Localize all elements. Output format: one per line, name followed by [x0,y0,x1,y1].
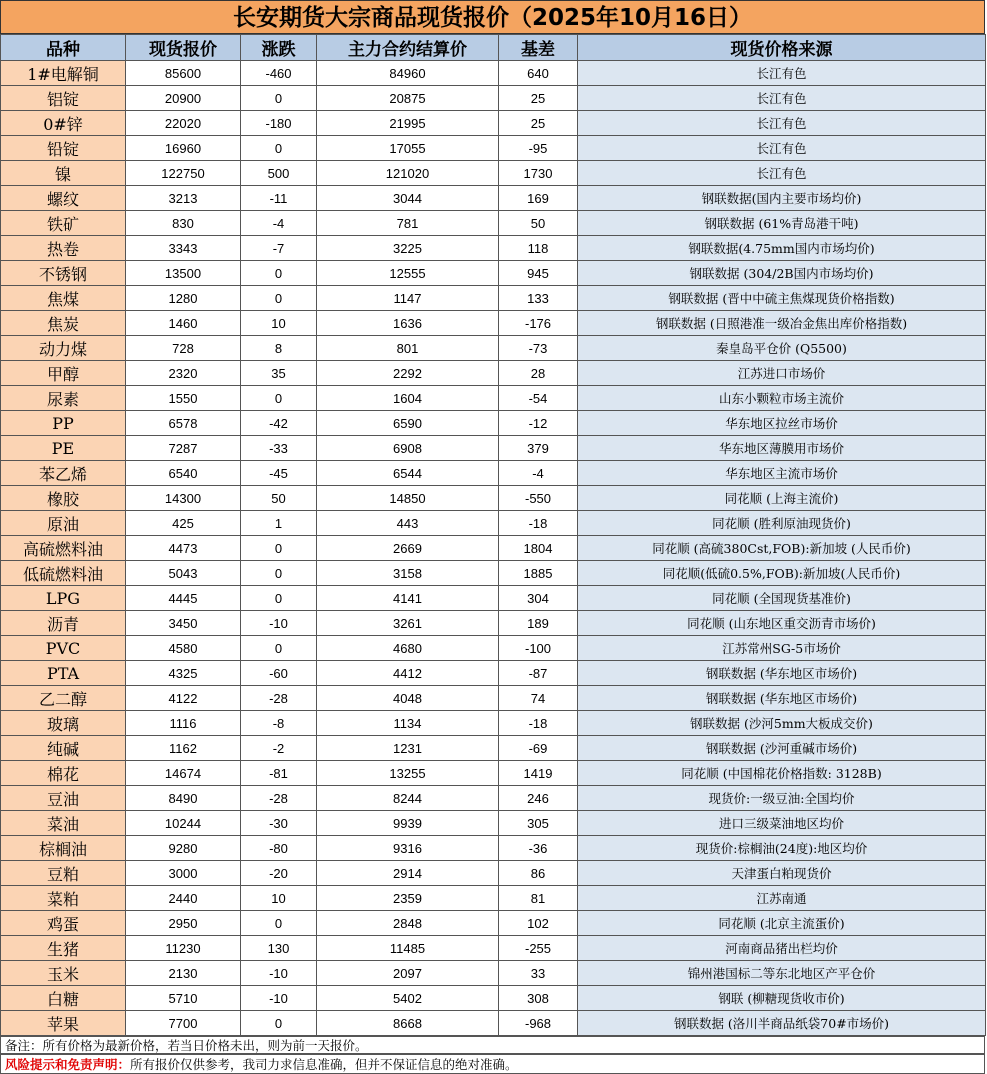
change-cell: 0 [241,636,317,661]
settle-price-cell: 781 [317,211,499,236]
change-cell: -460 [241,61,317,86]
change-cell: -20 [241,861,317,886]
source-cell: 锦州港国标二等东北地区产平仓价 [578,961,986,986]
source-cell: 同花顺 (北京主流蛋价) [578,911,986,936]
basis-cell: -968 [499,1011,578,1036]
product-name-cell: 镍 [1,161,126,186]
product-name-cell: 铅锭 [1,136,126,161]
basis-cell: 102 [499,911,578,936]
settle-price-cell: 3261 [317,611,499,636]
change-cell: 0 [241,136,317,161]
spot-price-cell: 4580 [126,636,241,661]
basis-cell: -73 [499,336,578,361]
header-spot-price: 现货报价 [126,35,241,61]
spot-price-cell: 13500 [126,261,241,286]
spot-price-cell: 85600 [126,61,241,86]
basis-cell: 86 [499,861,578,886]
disclaimer-text: 所有报价仅供参考，我司力求信息准确，但并不保证信息的绝对准确。 [130,1057,518,1072]
product-name-cell: 豆油 [1,786,126,811]
change-cell: -28 [241,786,317,811]
table-row [1,386,986,411]
spot-price-cell: 7700 [126,1011,241,1036]
table-row [1,986,986,1011]
product-name-cell: 1#电解铜 [1,61,126,86]
basis-cell: 28 [499,361,578,386]
source-cell: 江苏进口市场价 [578,361,986,386]
product-name-cell: 橡胶 [1,486,126,511]
source-cell: 同花顺 (中国棉花价格指数: 3128B) [578,761,986,786]
change-cell: 0 [241,911,317,936]
change-cell: -7 [241,236,317,261]
table-row [1,86,986,111]
product-name-cell: 焦炭 [1,311,126,336]
basis-cell: 1730 [499,161,578,186]
product-name-cell: 铝锭 [1,86,126,111]
change-cell: -81 [241,761,317,786]
basis-cell: -18 [499,711,578,736]
basis-cell: -36 [499,836,578,861]
spot-price-cell: 14300 [126,486,241,511]
settle-price-cell: 443 [317,511,499,536]
settle-price-cell: 3044 [317,186,499,211]
header-settle-price: 主力合约结算价 [317,35,499,61]
product-name-cell: 菜油 [1,811,126,836]
table-row [1,936,986,961]
change-cell: -28 [241,686,317,711]
spot-price-cell: 830 [126,211,241,236]
settle-price-cell: 14850 [317,486,499,511]
basis-cell: 246 [499,786,578,811]
source-cell: 同花顺 (胜利原油现货价) [578,511,986,536]
change-cell: 10 [241,886,317,911]
settle-price-cell: 13255 [317,761,499,786]
spot-price-cell: 4122 [126,686,241,711]
source-cell: 钢联数据 (304/2B国内市场均价) [578,261,986,286]
spot-price-cell: 2950 [126,911,241,936]
table-row [1,486,986,511]
table-row [1,736,986,761]
basis-cell: 1804 [499,536,578,561]
product-name-cell: PTA [1,661,126,686]
footnote: 备注：所有价格为最新价格，若当日价格未出，则为前一天报价。 [0,1036,985,1054]
settle-price-cell: 2097 [317,961,499,986]
table-row [1,861,986,886]
basis-cell: -18 [499,511,578,536]
source-cell: 钢联数据 (沙河5mm大板成交价) [578,711,986,736]
source-cell: 长江有色 [578,86,986,111]
source-cell: 钢联数据 (晋中中硫主焦煤现货价格指数) [578,286,986,311]
disclaimer [0,1054,985,1074]
source-cell: 同花顺 (全国现货基准价) [578,586,986,611]
spot-price-cell: 22020 [126,111,241,136]
source-cell: 长江有色 [578,111,986,136]
change-cell: 35 [241,361,317,386]
basis-cell: 50 [499,211,578,236]
spot-price-cell: 1280 [126,286,241,311]
product-name-cell: 苯乙烯 [1,461,126,486]
change-cell: 0 [241,386,317,411]
spot-price-cell: 4325 [126,661,241,686]
source-cell: 钢联数据 (沙河重碱市场价) [578,736,986,761]
source-cell: 钢联数据 (日照港准一级冶金焦出库价格指数) [578,311,986,336]
change-cell: 0 [241,561,317,586]
table-row [1,636,986,661]
table-row [1,261,986,286]
product-name-cell: 动力煤 [1,336,126,361]
source-cell: 江苏南通 [578,886,986,911]
settle-price-cell: 84960 [317,61,499,86]
product-name-cell: 棉花 [1,761,126,786]
settle-price-cell: 3225 [317,236,499,261]
settle-price-cell: 8244 [317,786,499,811]
settle-price-cell: 2669 [317,536,499,561]
basis-cell: -95 [499,136,578,161]
table-row [1,211,986,236]
source-cell: 长江有色 [578,161,986,186]
table-header-row [1,35,986,61]
header-source: 现货价格来源 [578,35,986,61]
product-name-cell: 玉米 [1,961,126,986]
source-cell: 华东地区薄膜用市场价 [578,436,986,461]
table-row [1,661,986,686]
change-cell: -42 [241,411,317,436]
product-name-cell: 高硫燃料油 [1,536,126,561]
spot-price-cell: 16960 [126,136,241,161]
basis-cell: 33 [499,961,578,986]
spot-price-cell: 4473 [126,536,241,561]
settle-price-cell: 6590 [317,411,499,436]
change-cell: -180 [241,111,317,136]
settle-price-cell: 6544 [317,461,499,486]
source-cell: 同花顺 (上海主流价) [578,486,986,511]
table-row [1,561,986,586]
basis-cell: 304 [499,586,578,611]
product-name-cell: 苹果 [1,1011,126,1036]
change-cell: 0 [241,286,317,311]
product-name-cell: PE [1,436,126,461]
basis-cell: 379 [499,436,578,461]
product-name-cell: LPG [1,586,126,611]
source-cell: 同花顺 (高硫380Cst,FOB):新加坡 (人民币价) [578,536,986,561]
basis-cell: -100 [499,636,578,661]
basis-cell: 25 [499,111,578,136]
product-name-cell: 白糖 [1,986,126,1011]
basis-cell: -255 [499,936,578,961]
spot-price-cell: 9280 [126,836,241,861]
basis-cell: 118 [499,236,578,261]
change-cell: 130 [241,936,317,961]
basis-cell: 305 [499,811,578,836]
product-name-cell: 尿素 [1,386,126,411]
basis-cell: 169 [499,186,578,211]
source-cell: 同花顺(低硫0.5%,FOB):新加坡(人民币价) [578,561,986,586]
source-cell: 长江有色 [578,136,986,161]
settle-price-cell: 2359 [317,886,499,911]
product-name-cell: PVC [1,636,126,661]
table-row [1,236,986,261]
change-cell: -10 [241,961,317,986]
table-row [1,461,986,486]
basis-cell: 133 [499,286,578,311]
settle-price-cell: 2292 [317,361,499,386]
settle-price-cell: 4412 [317,661,499,686]
source-cell: 钢联数据 (洛川半商品纸袋70#市场价) [578,1011,986,1036]
spot-price-cell: 11230 [126,936,241,961]
spot-price-cell: 3000 [126,861,241,886]
basis-cell: 640 [499,61,578,86]
product-name-cell: 菜粕 [1,886,126,911]
product-name-cell: 铁矿 [1,211,126,236]
settle-price-cell: 12555 [317,261,499,286]
product-name-cell: PP [1,411,126,436]
basis-cell: 189 [499,611,578,636]
table-row [1,311,986,336]
change-cell: -10 [241,986,317,1011]
basis-cell: 25 [499,86,578,111]
settle-price-cell: 2914 [317,861,499,886]
basis-cell: 1419 [499,761,578,786]
disclaimer-label: 风险提示和免责声明： [5,1057,131,1072]
source-cell: 天津蛋白粕现货价 [578,861,986,886]
spot-price-cell: 425 [126,511,241,536]
spot-price-cell: 6540 [126,461,241,486]
settle-price-cell: 11485 [317,936,499,961]
product-name-cell: 沥青 [1,611,126,636]
change-cell: 1 [241,511,317,536]
spot-price-cell: 20900 [126,86,241,111]
change-cell: 8 [241,336,317,361]
settle-price-cell: 4141 [317,586,499,611]
product-name-cell: 原油 [1,511,126,536]
table-row [1,536,986,561]
change-cell: 0 [241,586,317,611]
source-cell: 进口三级菜油地区均价 [578,811,986,836]
basis-cell: -176 [499,311,578,336]
spot-price-cell: 122750 [126,161,241,186]
settle-price-cell: 1147 [317,286,499,311]
product-name-cell: 低硫燃料油 [1,561,126,586]
header-product: 品种 [1,35,126,61]
settle-price-cell: 4680 [317,636,499,661]
spot-price-cell: 5710 [126,986,241,1011]
source-cell: 现货价:一级豆油:全国均价 [578,786,986,811]
basis-cell: 74 [499,686,578,711]
change-cell: 500 [241,161,317,186]
settle-price-cell: 1231 [317,736,499,761]
change-cell: -2 [241,736,317,761]
settle-price-cell: 4048 [317,686,499,711]
product-name-cell: 螺纹 [1,186,126,211]
settle-price-cell: 6908 [317,436,499,461]
basis-cell: -12 [499,411,578,436]
change-cell: -4 [241,211,317,236]
product-name-cell: 0#锌 [1,111,126,136]
table-body [1,61,986,1036]
spot-price-cell: 3343 [126,236,241,261]
table-row [1,136,986,161]
settle-price-cell: 9939 [317,811,499,836]
table-row [1,811,986,836]
change-cell: -60 [241,661,317,686]
settle-price-cell: 9316 [317,836,499,861]
change-cell: 10 [241,311,317,336]
spot-price-cell: 1116 [126,711,241,736]
settle-price-cell: 1636 [317,311,499,336]
basis-cell: 81 [499,886,578,911]
spot-price-cell: 6578 [126,411,241,436]
table-row [1,61,986,86]
change-cell: 50 [241,486,317,511]
table-row [1,361,986,386]
settle-price-cell: 20875 [317,86,499,111]
settle-price-cell: 5402 [317,986,499,1011]
change-cell: 0 [241,86,317,111]
source-cell: 现货价:棕榈油(24度):地区均价 [578,836,986,861]
header-basis: 基差 [499,35,578,61]
change-cell: 0 [241,1011,317,1036]
table-row [1,436,986,461]
change-cell: -10 [241,611,317,636]
basis-cell: -4 [499,461,578,486]
change-cell: -45 [241,461,317,486]
settle-price-cell: 121020 [317,161,499,186]
settle-price-cell: 17055 [317,136,499,161]
table-row [1,711,986,736]
product-name-cell: 鸡蛋 [1,911,126,936]
source-cell: 秦皇岛平仓价 (Q5500) [578,336,986,361]
table-row [1,286,986,311]
change-cell: -33 [241,436,317,461]
spot-price-cell: 1162 [126,736,241,761]
settle-price-cell: 3158 [317,561,499,586]
table-row [1,761,986,786]
product-name-cell: 甲醇 [1,361,126,386]
source-cell: 同花顺 (山东地区重交沥青市场价) [578,611,986,636]
settle-price-cell: 2848 [317,911,499,936]
product-name-cell: 纯碱 [1,736,126,761]
change-cell: 0 [241,261,317,286]
source-cell: 华东地区拉丝市场价 [578,411,986,436]
table-row [1,961,986,986]
settle-price-cell: 1604 [317,386,499,411]
table-row [1,611,986,636]
table-row [1,836,986,861]
basis-cell: -69 [499,736,578,761]
basis-cell: -550 [499,486,578,511]
spot-price-cell: 728 [126,336,241,361]
source-cell: 钢联数据 (华东地区市场价) [578,661,986,686]
product-name-cell: 棕榈油 [1,836,126,861]
product-name-cell: 不锈钢 [1,261,126,286]
source-cell: 钢联数据(国内主要市场均价) [578,186,986,211]
table-row [1,686,986,711]
spot-price-cell: 5043 [126,561,241,586]
spot-price-cell: 2440 [126,886,241,911]
basis-cell: -87 [499,661,578,686]
product-name-cell: 乙二醇 [1,686,126,711]
table-row [1,161,986,186]
change-cell: -11 [241,186,317,211]
basis-cell: 945 [499,261,578,286]
spot-price-cell: 3450 [126,611,241,636]
spot-price-cell: 3213 [126,186,241,211]
source-cell: 钢联数据 (华东地区市场价) [578,686,986,711]
product-name-cell: 豆粕 [1,861,126,886]
table-row [1,911,986,936]
source-cell: 长江有色 [578,61,986,86]
table-row [1,336,986,361]
table-row [1,786,986,811]
table-row [1,411,986,436]
change-cell: -80 [241,836,317,861]
table-row [1,111,986,136]
change-cell: 0 [241,536,317,561]
settle-price-cell: 1134 [317,711,499,736]
spot-price-cell: 2130 [126,961,241,986]
product-name-cell: 玻璃 [1,711,126,736]
spot-price-cell: 2320 [126,361,241,386]
spot-price-cell: 1460 [126,311,241,336]
table-row [1,586,986,611]
source-cell: 钢联 (柳糖现货收市价) [578,986,986,1011]
spot-price-cell: 4445 [126,586,241,611]
settle-price-cell: 21995 [317,111,499,136]
product-name-cell: 焦煤 [1,286,126,311]
page-title: 长安期货大宗商品现货报价（2025年10月16日） [0,0,985,34]
product-name-cell: 热卷 [1,236,126,261]
spot-price-cell: 8490 [126,786,241,811]
source-cell: 山东小颗粒市场主流价 [578,386,986,411]
table-row [1,886,986,911]
product-name-cell: 生猪 [1,936,126,961]
table-row [1,1011,986,1036]
source-cell: 江苏常州SG-5市场价 [578,636,986,661]
spot-price-cell: 10244 [126,811,241,836]
table-row [1,186,986,211]
source-cell: 钢联数据(4.75mm国内市场均价) [578,236,986,261]
source-cell: 钢联数据 (61%青岛港干吨) [578,211,986,236]
header-change: 涨跌 [241,35,317,61]
change-cell: -8 [241,711,317,736]
basis-cell: 308 [499,986,578,1011]
table-row [1,511,986,536]
change-cell: -30 [241,811,317,836]
spot-price-cell: 7287 [126,436,241,461]
price-table [0,34,986,1036]
basis-cell: -54 [499,386,578,411]
source-cell: 华东地区主流市场价 [578,461,986,486]
spot-price-cell: 1550 [126,386,241,411]
settle-price-cell: 8668 [317,1011,499,1036]
settle-price-cell: 801 [317,336,499,361]
spot-price-cell: 14674 [126,761,241,786]
source-cell: 河南商品猪出栏均价 [578,936,986,961]
basis-cell: 1885 [499,561,578,586]
